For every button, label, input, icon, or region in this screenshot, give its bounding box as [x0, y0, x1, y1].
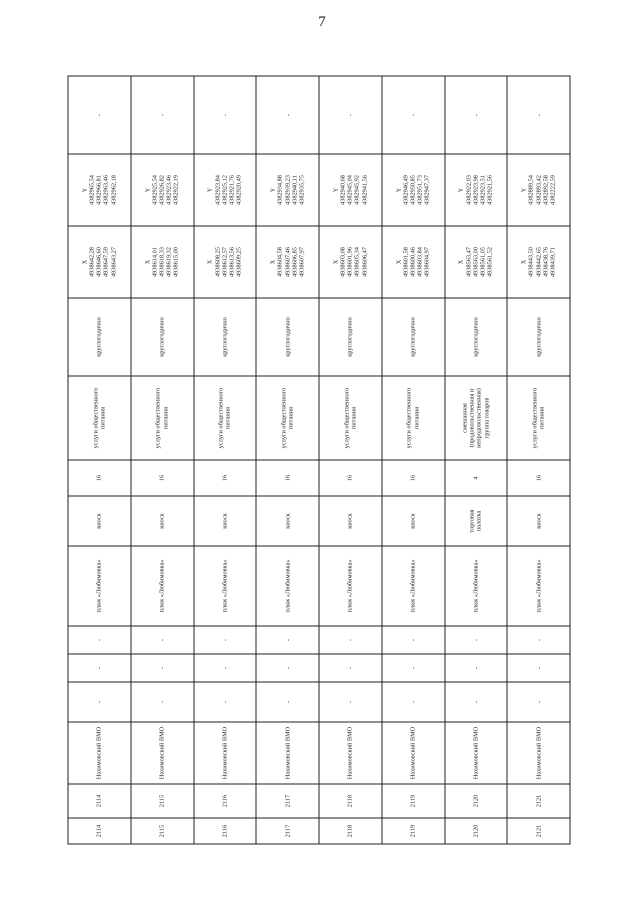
coordinate-value: 4938646,60: [95, 247, 103, 277]
empty-cell-2: -: [131, 654, 194, 682]
coordinate-value: Y: [269, 187, 277, 193]
coordinate-value: Y: [457, 187, 465, 193]
row-id-cell: 2119: [382, 818, 445, 844]
coordinate-value: 4938612,57: [221, 247, 229, 277]
empty-cell-3: -: [131, 626, 194, 654]
location-cell: пляж «Любимовка»: [319, 546, 382, 626]
district-cell: Нахимовский ВМО: [131, 722, 194, 784]
coordinate-value: 4938604,97: [423, 247, 431, 277]
coordinate-value: 4938642,28: [88, 247, 96, 277]
coordinate-value: 4382946,49: [402, 175, 410, 205]
row-number-cell: 2114: [68, 784, 131, 818]
location-cell: пляж «Любимовка»: [256, 546, 319, 626]
coordinate-value: Y: [520, 187, 528, 193]
row-number-cell: 2120: [445, 784, 508, 818]
table-row: [445, 76, 508, 844]
coordinate-value: 4382923,46: [165, 175, 173, 205]
location-cell: пляж «Любимовка»: [68, 546, 131, 626]
coordinate-value: 4938605,34: [353, 247, 361, 277]
period-cell: круглогодично: [319, 298, 382, 376]
coordinate-value: 4938614,01: [151, 247, 159, 277]
empty-cell-1: -: [68, 682, 131, 722]
coordinate-value: 4938604,58: [276, 247, 284, 277]
coordinate-value: 4938607,46: [284, 247, 291, 277]
coordinate-value: 4382945,92: [353, 175, 361, 205]
coordinate-value: X: [520, 259, 528, 265]
empty-cell-3: -: [194, 626, 257, 654]
coordinate-value: 4938442,65: [535, 247, 542, 277]
location-cell: пляж «Любимовка»: [131, 546, 194, 626]
district-cell: Нахимовский ВМО: [319, 722, 382, 784]
district-cell: Нахимовский ВМО: [382, 722, 445, 784]
coordinate-value: Y: [332, 187, 340, 193]
period-cell: круглогодично: [445, 298, 508, 376]
table-row: [319, 76, 382, 844]
placement-table: [68, 76, 571, 845]
coordinate-value: 4382963,46: [102, 175, 110, 205]
note-cell: -: [194, 76, 257, 154]
district-cell: Нахимовский ВМО: [445, 722, 508, 784]
coordinate-value: 4382920,49: [235, 175, 243, 205]
coordinates-y-cell: [445, 154, 508, 226]
coordinate-value: 4938443,50: [527, 247, 535, 277]
empty-cell-2: -: [68, 654, 131, 682]
purpose-cell: услуги общественного питания: [131, 376, 194, 460]
table-row: [382, 76, 445, 844]
coordinate-value: 4382950,85: [409, 175, 417, 205]
coordinate-value: 4938609,25: [235, 247, 243, 277]
coordinate-value: 4382893,42: [535, 175, 542, 205]
district-cell: Нахимовский ВМО: [194, 722, 257, 784]
coordinates-x-cell: [382, 226, 445, 298]
coordinate-value: 4382965,54: [88, 175, 96, 205]
object-type-cell: торговая палатка: [445, 496, 508, 546]
coordinate-value: 4938603,84: [416, 247, 424, 277]
location-cell: пляж «Любимовка»: [445, 546, 508, 626]
coordinate-value: 4938643,27: [110, 247, 118, 277]
empty-cell-2: -: [256, 654, 319, 682]
empty-cell-2: -: [445, 654, 508, 682]
coordinate-value: 4382935,75: [298, 175, 306, 205]
coordinate-value: 4382934,88: [276, 175, 284, 205]
coordinate-value: 4382923,51: [479, 175, 487, 205]
coordinate-value: 4938561,52: [486, 247, 494, 277]
coordinates-x-cell: [445, 226, 508, 298]
empty-cell-1: -: [319, 682, 382, 722]
table-container: [68, 76, 570, 844]
location-cell: пляж «Любимовка»: [382, 546, 445, 626]
coordinates-y-cell: [194, 154, 257, 226]
empty-cell-1: -: [507, 682, 570, 722]
coordinate-value: 4382939,23: [284, 175, 291, 205]
coordinate-value: 4938606,85: [291, 247, 299, 277]
coordinates-y-cell: [256, 154, 319, 226]
area-cell: 16: [256, 460, 319, 496]
coordinate-value: 4382222,59: [549, 175, 557, 205]
object-type-cell: киоск: [131, 496, 194, 546]
area-cell: 16: [194, 460, 257, 496]
purpose-cell: услуги общественного питания: [194, 376, 257, 460]
purpose-cell: услуги общественного питания: [382, 376, 445, 460]
coordinate-value: 4382925,54: [151, 175, 159, 205]
table-row: [256, 76, 319, 844]
coordinate-value: Y: [81, 187, 89, 193]
district-cell: Нахимовский ВМО: [507, 722, 570, 784]
purpose-cell: услуги общественного питания: [256, 376, 319, 460]
row-number-cell: 2117: [256, 784, 319, 818]
empty-cell-1: -: [194, 682, 257, 722]
district-cell: Нахимовский ВМО: [68, 722, 131, 784]
empty-cell-3: -: [68, 626, 131, 654]
note-cell: -: [131, 76, 194, 154]
row-number-cell: 2116: [194, 784, 257, 818]
purpose-cell: смешанная (продовольственная и непродовольственная) группа товаров: [445, 376, 508, 460]
empty-cell-1: -: [256, 682, 319, 722]
row-id-cell: 2116: [194, 818, 257, 844]
coordinates-x-cell: [194, 226, 257, 298]
coordinate-value: 4382941,56: [361, 175, 369, 205]
coordinate-value: 4382923,98: [472, 175, 480, 205]
period-cell: круглогодично: [131, 298, 194, 376]
coordinate-value: 4938601,96: [346, 247, 354, 277]
coordinates-x-cell: [131, 226, 194, 298]
empty-cell-3: -: [445, 626, 508, 654]
coordinates-y-cell: [507, 154, 570, 226]
coordinates-x-cell: [68, 226, 131, 298]
table-row: [68, 76, 131, 844]
coordinate-value: 4938619,32: [165, 247, 173, 277]
row-id-cell: 2120: [445, 818, 508, 844]
coordinate-value: 4938563,47: [465, 247, 473, 277]
coordinates-x-cell: [319, 226, 382, 298]
purpose-cell: услуги общественного питания: [68, 376, 131, 460]
empty-cell-3: -: [319, 626, 382, 654]
empty-cell-2: -: [319, 654, 382, 682]
coordinate-value: 4382966,81: [95, 175, 103, 205]
coordinate-value: 4382962,18: [110, 175, 118, 205]
coordinate-value: 4938606,47: [361, 247, 369, 277]
period-cell: круглогодично: [256, 298, 319, 376]
empty-cell-1: -: [131, 682, 194, 722]
object-type-cell: киоск: [194, 496, 257, 546]
coordinate-value: 4382940,68: [339, 175, 347, 205]
coordinate-value: 4382945,04: [346, 175, 354, 205]
row-number-cell: 2118: [319, 784, 382, 818]
coordinate-value: 4938561,05: [479, 247, 487, 277]
area-cell: 16: [131, 460, 194, 496]
coordinate-value: Y: [206, 187, 214, 193]
coordinate-value: 4938618,33: [158, 247, 166, 277]
coordinate-value: 4938563,00: [472, 247, 480, 277]
object-type-cell: киоск: [68, 496, 131, 546]
area-cell: 16: [382, 460, 445, 496]
coordinate-value: 4382921,56: [486, 175, 494, 205]
note-cell: -: [319, 76, 382, 154]
object-type-cell: киоск: [256, 496, 319, 546]
coordinate-value: X: [332, 259, 340, 265]
area-cell: 16: [68, 460, 131, 496]
coordinates-y-cell: [131, 154, 194, 226]
district-cell: Нахимовский ВМО: [256, 722, 319, 784]
coordinate-value: 4938647,59: [102, 247, 110, 277]
object-type-cell: киоск: [507, 496, 570, 546]
table-row: [131, 76, 194, 844]
row-id-cell: 2115: [131, 818, 194, 844]
coordinates-x-cell: [256, 226, 319, 298]
row-id-cell: 2117: [256, 818, 319, 844]
coordinate-value: 4382923,84: [214, 175, 222, 205]
coordinate-value: 4938607,97: [298, 247, 306, 277]
period-cell: круглогодично: [194, 298, 257, 376]
object-type-cell: киоск: [382, 496, 445, 546]
empty-cell-2: -: [194, 654, 257, 682]
empty-cell-3: -: [507, 626, 570, 654]
row-id-cell: 2114: [68, 818, 131, 844]
coordinate-value: 4382922,19: [172, 175, 180, 205]
row-number-cell: 2121: [507, 784, 570, 818]
coordinate-value: X: [395, 259, 403, 265]
coordinate-value: X: [81, 259, 89, 265]
area-cell: 4: [445, 460, 508, 496]
coordinate-value: 4382926,82: [158, 175, 166, 205]
purpose-cell: услуги общественного питания: [507, 376, 570, 460]
coordinate-value: 4938438,76: [542, 247, 550, 277]
coordinate-value: X: [269, 259, 277, 265]
coordinate-value: 4938615,00: [172, 247, 180, 277]
coordinate-value: 4382922,03: [465, 175, 473, 205]
location-cell: пляж «Любимовка»: [194, 546, 257, 626]
area-cell: 16: [319, 460, 382, 496]
coordinate-value: 4938600,46: [409, 247, 417, 277]
table-row: [507, 76, 570, 844]
empty-cell-3: -: [256, 626, 319, 654]
note-cell: -: [382, 76, 445, 154]
location-cell: пляж «Любимовка»: [507, 546, 570, 626]
row-id-cell: 2121: [507, 818, 570, 844]
empty-cell-2: -: [507, 654, 570, 682]
purpose-cell: услуги общественного питания: [319, 376, 382, 460]
table-row: [194, 76, 257, 844]
note-cell: -: [68, 76, 131, 154]
empty-cell-1: -: [445, 682, 508, 722]
row-number-cell: 2119: [382, 784, 445, 818]
empty-cell-3: -: [382, 626, 445, 654]
coordinate-value: Y: [395, 187, 403, 193]
coordinates-x-cell: [507, 226, 570, 298]
note-cell: -: [256, 76, 319, 154]
coordinate-value: 4938439,71: [549, 247, 557, 277]
coordinate-value: 4382921,76: [228, 175, 236, 205]
row-id-cell: 2118: [319, 818, 382, 844]
coordinates-y-cell: [382, 154, 445, 226]
coordinate-value: 4382947,37: [423, 175, 431, 205]
coordinate-value: X: [457, 259, 465, 265]
note-cell: -: [507, 76, 570, 154]
coordinate-value: Y: [144, 187, 152, 193]
coordinate-value: X: [144, 259, 152, 265]
row-number-cell: 2115: [131, 784, 194, 818]
period-cell: круглогодично: [507, 298, 570, 376]
period-cell: круглогодично: [68, 298, 131, 376]
coordinate-value: 4382940,11: [291, 175, 299, 205]
period-cell: круглогодично: [382, 298, 445, 376]
coordinate-value: 4382889,54: [527, 175, 535, 205]
page-number: 7: [318, 14, 326, 30]
coordinate-value: 4382925,12: [221, 175, 229, 205]
coordinate-value: 4938608,25: [214, 247, 222, 277]
note-cell: -: [445, 76, 508, 154]
empty-cell-1: -: [382, 682, 445, 722]
area-cell: 16: [507, 460, 570, 496]
coordinate-value: 4938601,58: [402, 247, 410, 277]
empty-cell-2: -: [382, 654, 445, 682]
coordinate-value: 4938613,56: [228, 247, 236, 277]
coordinate-value: X: [206, 259, 214, 265]
coordinates-y-cell: [68, 154, 131, 226]
object-type-cell: киоск: [319, 496, 382, 546]
coordinate-value: 4938603,08: [339, 247, 347, 277]
coordinate-value: 4382892,58: [542, 175, 550, 205]
coordinate-value: 4382951,73: [416, 175, 424, 205]
coordinates-y-cell: [319, 154, 382, 226]
